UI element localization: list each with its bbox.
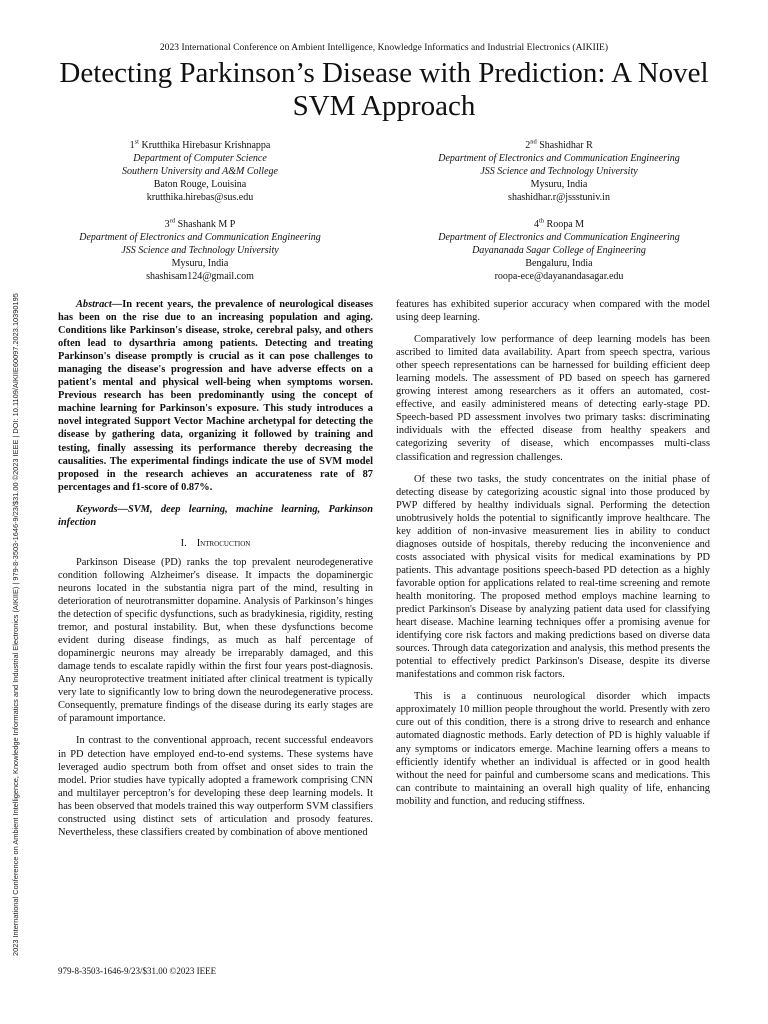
author-email: shashidhar.r@jssstuniv.in [508, 192, 610, 203]
body-paragraph: In contrast to the conventional approach, recent successful endeavors in PD detection have employed end-to-end systems. These systems have leveraged audio spectrum both from offset and onset sides to train the model. Prior studies have typically adopted a framework comprising CNN and multilayer perceptron’s for developing these deep learning models. It has been observed that models trained this way outperform SVM classifiers constructed using distinct sets of articulation and prosody features. Nevertheless, these classifiers created by combination of above mentioned [58, 735, 373, 838]
author-ordinal-suffix: nd [530, 138, 537, 146]
author-name: Shashank M P [177, 219, 236, 230]
paper-title: Detecting Parkinson’s Disease with Prediction: A Novel SVM Approach [59, 57, 709, 122]
author-department: Department of Electronics and Communication Engineering [79, 232, 321, 243]
side-citation-text: 2023 International Conference on Ambient Intelligence, Knowledge Informatics and Industrial Electronics (AIKIIE) | 979-8-3503-1646-9/23/$31.00 ©2023 IEEE | DOI: 10.1109/AIKIIE60097.2023.10390195 [11, 293, 20, 956]
author-name: Shashidhar R [539, 140, 593, 151]
left-column [58, 298, 373, 848]
author-block-4 [400, 218, 718, 283]
author-city: Mysuru, India [171, 258, 229, 269]
author-institution: Dayananada Sagar College of Engineering [472, 245, 646, 256]
body-paragraph: Comparatively low performance of deep learning models has been ascribed to limited data availability. Apart from speech spectra, various other speech representations can be harnessed for building efficient deep learning models. The assessment of PD based on speech has garnered growing interest among researchers as it offers an automated, cost-effective, and easily administered means of detecting early-stage PD. Speech-based PD assessment involves two primary tasks: discriminating individuals with the effected disease from healthy speakers and categorizing severity of disease, which encompasses multi-class classification and regression challenges. [396, 334, 710, 463]
author-ordinal-suffix: st [134, 138, 139, 146]
author-name: Krutthika Hirebasur Krishnappa [141, 140, 271, 151]
body-paragraph-continued: features has exhibited superior accuracy when compared with the model using deep learning. [396, 299, 710, 324]
side-margin-citation [11, 150, 25, 956]
body-paragraph: This is a continuous neurological disorder which impacts approximately 10 million people throughout the world. Presently with zero cure out of this condition, there is a strong drive to research and enhance automated diagnostic methods. Early detection of PD is highly valuable if any symptoms or indicators emerge. Machine learning offers a means to efficiently identify whether an individual is affected or in good health without the need for painful and cumbersome scans and medications. This can contribute to maintaining an overall high quality of life, enhancing mobility and function, and reducing stiffness. [396, 691, 710, 807]
section-heading [58, 537, 373, 550]
section-number: I. [180, 537, 187, 549]
body-paragraph: Of these two tasks, the study concentrates on the initial phase of detecting disease by categorizing acoustic signal into those produced by PWP differed by healthy individuals signal. Performing the detection unobtrusively holds the potential to significantly improve healthcare. The key addition of non-invasive measurement lies in ability to conduct diagnoses outside of hospitals, thereby reducing the inconvenience and costs associated with physical visits for medical examinations by PD patients. This advantage positions speech-based PD detection as a highly favorable option for applications related to real-time screening and remote health monitoring. The proposed method employs machine learning to predict Parkinson's Disease by analyzing patient data used for classifying heart disease. Machine learning techniques offer a promising avenue for identifying core risk factors and making predictions based on diverse data sources. Through data categorization and analysis, this method presents the potential to effectively predict Parkinson's Disease, despite its diverse manifestations and common risk factors. [396, 473, 710, 681]
author-ordinal: 4 [533, 219, 539, 230]
author-block-1 [55, 139, 345, 204]
right-column [396, 298, 710, 817]
author-email: krutthika.hirebas@sus.edu [146, 192, 254, 203]
author-ordinal: 2 [525, 140, 531, 151]
keywords-text: SVM, deep learning, machine learning, Parkinson infection [58, 503, 373, 528]
author-department: Department of Electronics and Communication Engineering [438, 232, 680, 243]
author-city: Mysuru, India [530, 179, 588, 190]
author-institution: JSS Science and Technology University [121, 245, 279, 256]
author-department: Department of Computer Science [133, 153, 267, 164]
author-ordinal: 1 [129, 140, 135, 151]
keywords-label: Keywords— [76, 503, 128, 515]
author-ordinal-suffix: rd [169, 217, 176, 225]
author-block-2 [400, 139, 718, 204]
conference-header: 2023 International Conference on Ambient Intelligence, Knowledge Informatics and Industrial Electronics (AIKIIE) [159, 43, 609, 53]
author-institution: JSS Science and Technology University [480, 166, 638, 177]
body-paragraph: Parkinson Disease (PD) ranks the top prevalent neurodegenerative condition following Alzheimer's disease. It impacts the dopaminergic neurons located in the substantia nigra part of the mind, resulting in deterioration of neurotransmitter dopamine. Analysis of Parkinson’s hinges the detection of specific dysfunctions, such as bradykinesia, rigidity, resting tremor, and postural instability. But, when these dysfunctions become evident during disease findings, as much as half percentage of dopaminergic neurons may already be irreparably damaged, and this damage tends to escalate rapidly within the first four years post-diagnosis. Any neuroprotective treatment initiated after clinical treatment is typically very late to significantly low to bring down the neurodegenerative process. Consequently, premature findings of the disease during its early stages are of paramount importance. [58, 556, 374, 725]
author-ordinal: 3 [164, 219, 170, 230]
abstract [58, 298, 373, 494]
footer-copyright: 979-8-3503-1646-9/23/$31.00 ©2023 IEEE [58, 966, 217, 976]
author-city: Bengaluru, India [525, 258, 593, 269]
author-block-3 [55, 218, 345, 283]
author-ordinal-suffix: th [538, 217, 545, 225]
author-email: shashisam124@gmail.com [146, 271, 254, 282]
author-city: Baton Rouge, Louisina [153, 179, 247, 190]
section-title: Introcuction [196, 537, 251, 549]
keywords [58, 503, 373, 529]
author-name: Roopa M [546, 219, 585, 230]
author-department: Department of Electronics and Communication Engineering [438, 153, 680, 164]
author-institution: Southern University and A&M College [122, 166, 278, 177]
abstract-label: Abstract— [76, 299, 123, 310]
author-email: roopa-ece@dayanandasagar.edu [494, 271, 624, 282]
abstract-text: In recent years, the prevalence of neurological diseases has been on the rise due to an increasing population and aging. Conditions like Parkinson's disease, stroke, cerebral palsy, and others often lead to dysarthria among patients. Detecting and treating Parkinson's disease promptly is crucial as it can pose challenges to managing the disease's progression and have adverse effects on a patient's mental and physical well-being when symptoms worsen. Previous research has been predominantly using the concept of machine learning for Parkinson's exposure. This study introduces a novel integrated Support Vector Machine archetypal for detecting the disease by gathering data, organizing it followed by training and testing, finally assessing its performance thereby decreasing the causalities. The experimental findings indicate the use of SVM model proposed in the research achieves an accurateness rate of 87 percentages and f1-score of 0.87%. [58, 299, 373, 493]
